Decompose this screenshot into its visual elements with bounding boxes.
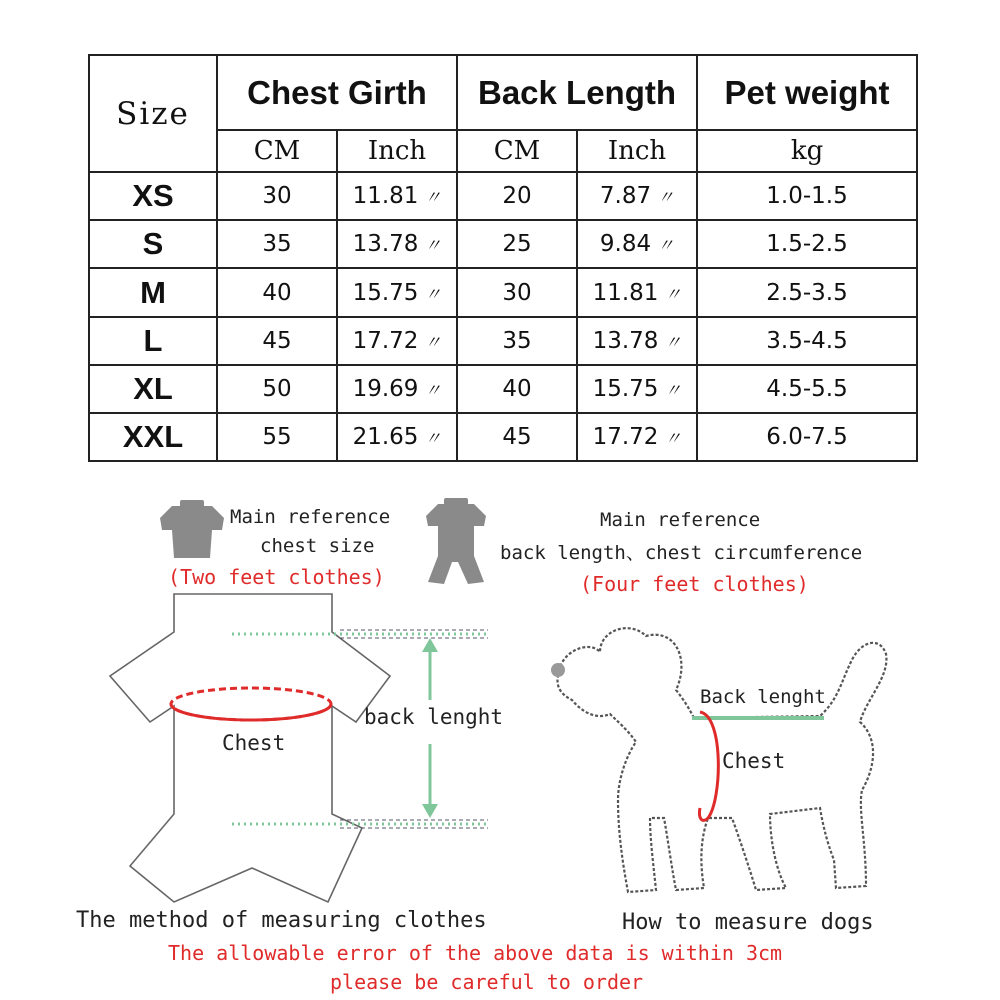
back-inch-value: 15.75 <box>592 375 659 402</box>
back-cm-value: 30 <box>457 268 577 316</box>
inch-mark: 〃 <box>424 380 442 401</box>
back-length-guides <box>232 634 488 824</box>
chest-inch-value: 13.78 <box>352 231 419 258</box>
size-column-header: Size <box>89 55 217 172</box>
four-feet-clothes-icon <box>426 498 486 584</box>
back-cm-value: 20 <box>457 172 577 220</box>
back-inch-value: 7.87 <box>599 183 652 210</box>
inch-mark: 〃 <box>664 380 682 401</box>
inch-mark: 〃 <box>424 188 442 209</box>
chest-cm-value: 35 <box>217 220 337 268</box>
chest-inch-value: 17.72 <box>352 327 419 354</box>
clothes-back-length-label: back lenght <box>364 705 504 729</box>
chest-cm-unit: CM <box>217 130 337 172</box>
back-cm-value: 35 <box>457 317 577 365</box>
dog-caption: How to measure dogs <box>622 910 874 935</box>
error-notice-line2: please be careful to order <box>330 970 644 994</box>
back-cm-value: 25 <box>457 220 577 268</box>
inch-mark: 〃 <box>424 236 442 257</box>
two-feet-reference-line1: Main reference <box>230 506 391 528</box>
weight-value: 6.0-7.5 <box>697 413 917 461</box>
back-cm-value: 45 <box>457 413 577 461</box>
size-label: XL <box>89 365 217 413</box>
chest-girth-header: Chest Girth <box>217 55 457 130</box>
chest-inch-value: 19.69 <box>352 375 419 402</box>
inch-mark: 〃 <box>657 236 675 257</box>
chest-cm-value: 55 <box>217 413 337 461</box>
chest-inch-unit: Inch <box>337 130 457 172</box>
back-length-header: Back Length <box>457 55 697 130</box>
back-inch-value: 17.72 <box>592 423 659 450</box>
two-feet-reference-line2: chest size <box>260 535 375 557</box>
chest-cm-value: 50 <box>217 365 337 413</box>
back-inch-value: 11.81 <box>592 279 659 306</box>
weight-value: 4.5-5.5 <box>697 365 917 413</box>
clothes-caption: The method of measuring clothes <box>76 908 487 933</box>
dog-nose-icon <box>551 663 565 677</box>
two-feet-clothes-icon <box>160 500 224 558</box>
size-label: XS <box>89 172 217 220</box>
inch-mark: 〃 <box>664 284 682 305</box>
chest-inch-value: 11.81 <box>352 183 419 210</box>
chest-cm-value: 45 <box>217 317 337 365</box>
dog-chest-measure <box>699 712 718 820</box>
weight-kg-unit: kg <box>697 130 917 172</box>
size-label: S <box>89 220 217 268</box>
chest-inch-value: 21.65 <box>352 423 419 450</box>
size-label: M <box>89 268 217 316</box>
inch-mark: 〃 <box>657 188 675 209</box>
clothes-chest-label: Chest <box>222 731 286 755</box>
weight-value: 3.5-4.5 <box>697 317 917 365</box>
inch-mark: 〃 <box>424 284 442 305</box>
inch-mark: 〃 <box>664 332 682 353</box>
two-feet-clothes-label: (Two feet clothes) <box>168 565 385 589</box>
error-notice-line1: The allowable error of the above data is within 3cm <box>168 941 783 965</box>
dog-chest-label: Chest <box>722 749 786 773</box>
four-feet-clothes-label: (Four feet clothes) <box>580 572 809 596</box>
inch-mark: 〃 <box>424 332 442 353</box>
inch-mark: 〃 <box>664 428 682 449</box>
size-label: L <box>89 317 217 365</box>
back-cm-unit: CM <box>457 130 577 172</box>
chest-cm-value: 40 <box>217 268 337 316</box>
back-inch-value: 13.78 <box>592 327 659 354</box>
chest-cm-value: 30 <box>217 172 337 220</box>
four-feet-reference-line2: back length、chest circumference <box>500 542 863 564</box>
weight-value: 2.5-3.5 <box>697 268 917 316</box>
back-inch-value: 9.84 <box>599 231 652 258</box>
pet-weight-header: Pet weight <box>697 55 917 130</box>
weight-value: 1.0-1.5 <box>697 172 917 220</box>
weight-value: 1.5-2.5 <box>697 220 917 268</box>
inch-mark: 〃 <box>424 428 442 449</box>
chest-inch-value: 15.75 <box>352 279 419 306</box>
back-inch-unit: Inch <box>577 130 697 172</box>
four-feet-reference-line1: Main reference <box>600 509 761 531</box>
dog-back-length-label: Back lenght <box>700 686 826 708</box>
size-label: XXL <box>89 413 217 461</box>
back-cm-value: 40 <box>457 365 577 413</box>
